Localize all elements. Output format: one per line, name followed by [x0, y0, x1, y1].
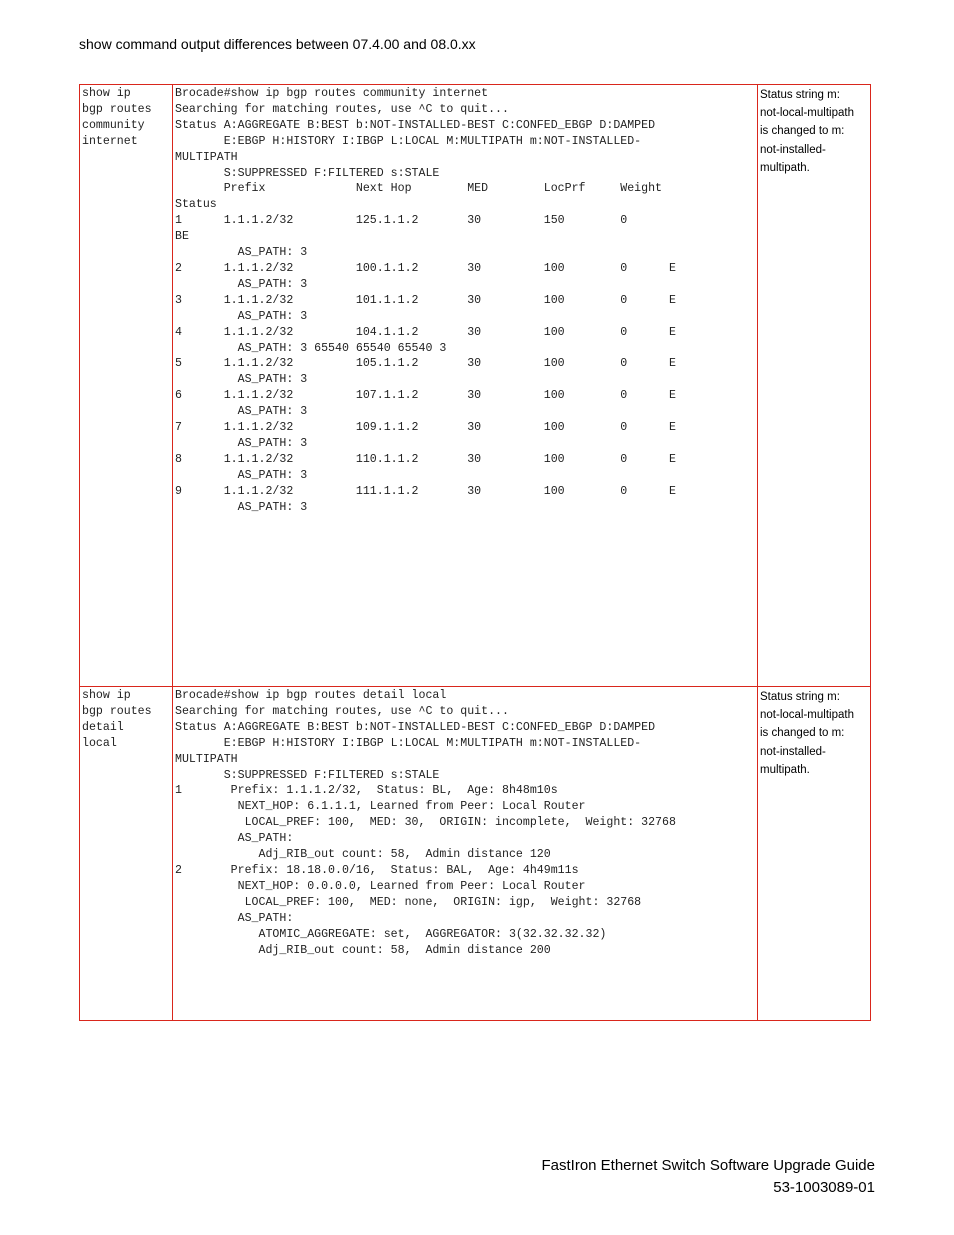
command-output: Brocade#show ip bgp routes community internet Searching for matching routes, use ^C to quit... Status A:AGGREGATE B:BEST b:NOT-INSTALLED-BEST C:CONFED_EBGP D:DAMPED E:EBGP H:HISTORY I:IBGP L:LOCAL M:MULTIPATH m:NOT-INSTALLED- MULTIPATH S:SUPPRESSED F:FILTERED s:STALE Prefix Next Hop MED LocPrf Weight Status 1 1.1.1.2/32 125.1.1.2 30 150 0 BE AS_PATH: 3 2 1.1.1.2/32 100.1.1.2 30 100 0 E AS_PATH: 3 3 1.1.1.2/32 101.1.1.2 30 100 0 E AS_PATH: 3 4 1.1.1.2/32 104.1.1.2 30 100 0 E AS_PATH: 3 65540 65540 65540 3 5 1.1.1.2/32 105.1.1.2 30 100 0 E AS_PATH: 3 6 1.1.1.2/32 107.1.1.2 30 100 0 E AS_PATH: 3 7 1.1.1.2/32 109.1.1.2 30 100 0 E AS_PATH: 3 8 1.1.1.2/32 110.1.1.2 30 100 0 E AS_PATH: 3 9 1.1.1.2/32 111.1.1.2 30 100 0 E AS_PATH: 3 [175, 87, 676, 514]
change-note: Status string m: not-local-multipath is changed to m: not-installed- multipath. [760, 89, 854, 174]
document-number: 53-1003089-01 [773, 1179, 875, 1196]
output-cell [173, 85, 758, 687]
page-header: show command output differences between 07.4.00 and 08.0.xx [79, 36, 476, 52]
table-row [80, 687, 871, 1021]
note-cell [758, 85, 871, 687]
change-note: Status string m: not-local-multipath is changed to m: not-installed- multipath. [760, 691, 854, 776]
page-footer [541, 1155, 875, 1199]
output-cell [173, 687, 758, 1021]
guide-title: FastIron Ethernet Switch Software Upgrade Guide [541, 1157, 875, 1174]
note-cell [758, 687, 871, 1021]
command-cell [80, 687, 173, 1021]
command-cell [80, 85, 173, 687]
comparison-table [79, 84, 871, 1021]
command-text: show ip bgp routes community internet [82, 87, 152, 148]
command-text: show ip bgp routes detail local [82, 689, 152, 750]
table-row [80, 85, 871, 687]
command-output: Brocade#show ip bgp routes detail local Searching for matching routes, use ^C to quit... Status A:AGGREGATE B:BEST b:NOT-INSTALLED-BEST C:CONFED_EBGP D:DAMPED E:EBGP H:HISTORY I:IBGP L:LOCAL M:MULTIPATH m:NOT-INSTALLED- MULTIPATH S:SUPPRESSED F:FILTERED s:STALE 1 Prefix: 1.1.1.2/32, Status: BL, Age: 8h48m10s NEXT_HOP: 6.1.1.1, Learned from Peer: Local Router LOCAL_PREF: 100, MED: 30, ORIGIN: incomplete, Weight: 32768 AS_PATH: Adj_RIB_out count: 58, Admin distance 120 2 Prefix: 18.18.0.0/16, Status: BAL, Age: 4h49m11s NEXT_HOP: 0.0.0.0, Learned from Peer: Local Router LOCAL_PREF: 100, MED: none, ORIGIN: igp, Weight: 32768 AS_PATH: ATOMIC_AGGREGATE: set, AGGREGATOR: 3(32.32.32.32) Adj_RIB_out count: 58, Admin distance 200 [175, 689, 676, 957]
